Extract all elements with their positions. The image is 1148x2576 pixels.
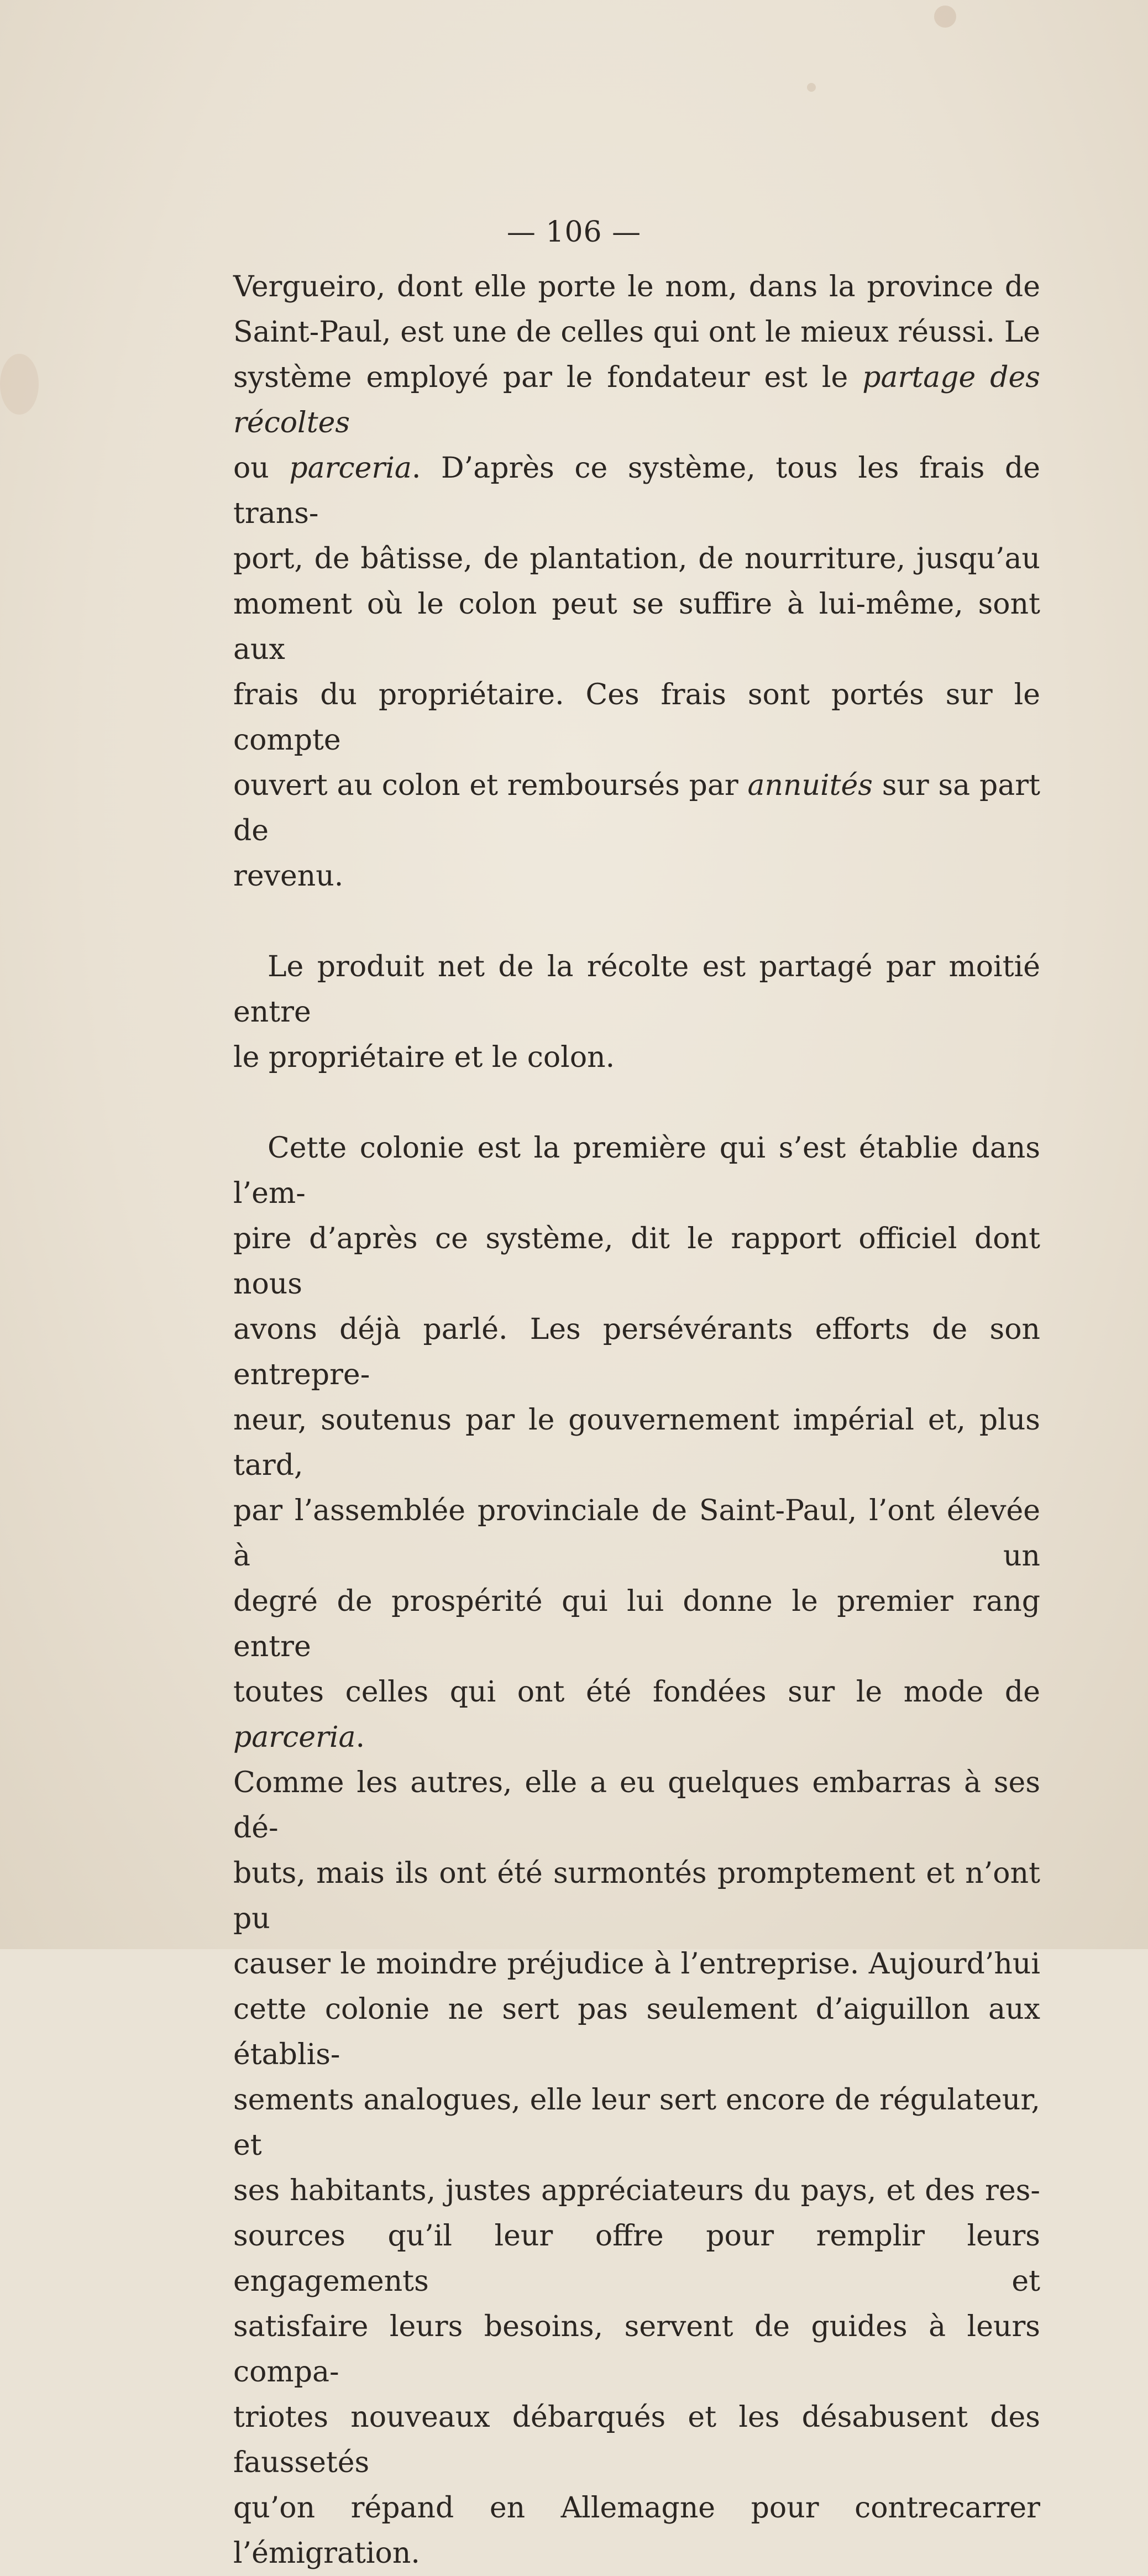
paper-stain — [807, 83, 816, 92]
text-line: sements analogues, elle leur sert encore de régulateur, et — [233, 2083, 1040, 2162]
paper-stain — [0, 354, 39, 415]
text-line: avons déjà parlé. Les persévérants efforts de son entrepre- — [233, 1313, 1040, 1391]
text-line: sources qu’il leur offre pour remplir leurs engagements et — [233, 2219, 1040, 2298]
text-line: toutes celles qui ont été fondées sur le mode de parceria. — [233, 1676, 1040, 1754]
text-line: port, de bâtisse, de plantation, de nourriture, jusqu’au — [233, 542, 1040, 575]
text-line: buts, mais ils ont été surmontés promptement et n’ont pu — [233, 1857, 1040, 1935]
text-line: Saint-Paul, est une de celles qui ont le mieux réussi. Le — [233, 316, 1040, 349]
text-line: Vergueiro, dont elle porte le nom, dans la province de — [233, 270, 1040, 303]
text-line: Cette colonie est la première qui s’est établie dans l’em- — [233, 1132, 1040, 1210]
text-line: par l’assemblée provinciale de Saint-Paul, l’ont élevée à un — [233, 1494, 1040, 1573]
text-line: degré de prospérité qui lui donne le premier rang entre — [233, 1585, 1040, 1663]
text-line: revenu. — [233, 860, 344, 893]
paper-stain — [934, 6, 956, 28]
body-text — [233, 264, 1040, 2576]
text-line: Le produit net de la récolte est partagé par moitié entre — [233, 950, 1040, 1029]
text-line: causer le moindre préjudice à l’entreprise. Aujourd’hui — [233, 1947, 1040, 1981]
text-line: moment où le colon peut se suffire à lui-même, sont aux — [233, 588, 1040, 666]
text-line: ouvert au colon et remboursés par annuités sur sa part de — [233, 769, 1040, 847]
text-line: neur, soutenus par le gouvernement impérial et, plus tard, — [233, 1404, 1040, 1482]
text-line: frais du propriétaire. Ces frais sont portés sur le compte — [233, 678, 1040, 757]
text-line: système employé par le fondateur est le partage des récoltes — [233, 361, 1040, 439]
text-line: ses habitants, justes appréciateurs du pays, et des res- — [233, 2174, 1040, 2207]
page-number: — 106 — — [506, 216, 642, 249]
text-line: ou parceria. D’après ce système, tous les frais de trans- — [233, 452, 1041, 530]
text-line: qu’on répand en Allemagne pour contrecarrer l’émigration. — [233, 2491, 1040, 2570]
text-line: pire d’après ce système, dit le rapport officiel dont nous — [233, 1222, 1040, 1301]
text-line: triotes nouveaux débarqués et les désabusent des faussetés — [233, 2401, 1040, 2479]
text-line: Comme les autres, elle a eu quelques embarras à ses dé- — [233, 1766, 1040, 1845]
text-line: satisfaire leurs besoins, servent de guides à leurs compa- — [233, 2310, 1040, 2389]
text-line: le propriétaire et le colon. — [233, 1041, 615, 1074]
text-line: cette colonie ne sert pas seulement d’aiguillon aux établis- — [233, 1993, 1040, 2071]
